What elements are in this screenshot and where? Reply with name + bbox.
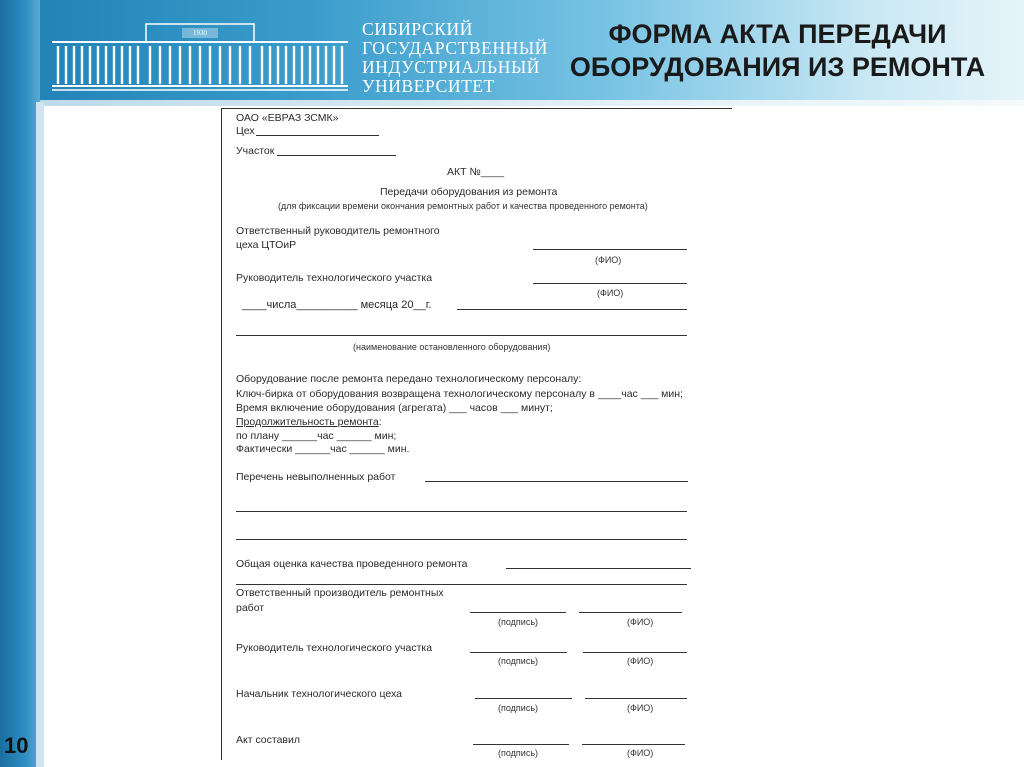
svg-text:1930: 1930 [193,29,207,37]
header-divider [0,100,1024,106]
university-name [362,19,549,96]
equipment-name-line [236,335,687,336]
signature-caption: (подпись) [498,617,539,627]
tech-head-signature-line [470,652,567,653]
quality-label: Общая оценка качества проведенного ремонта [236,558,468,570]
duration-label-text: Продолжительность ремонта [236,416,379,428]
quality-line [506,568,691,569]
resp-head-label-2: цеха ЦТОиР [236,239,297,251]
fio-caption: (ФИО) [627,617,654,627]
fio-caption: (ФИО) [627,748,654,758]
shop-chief-signature-line [475,698,572,699]
tech-head-2-label: Руководитель технологического участка [236,642,433,654]
fio-caption: (ФИО) [595,255,622,265]
slide-number: 10 [4,733,29,758]
tech-head-fio-line [533,283,687,284]
section-label: Участок [236,145,275,157]
shop-chief-label: Начальник технологического цеха [236,688,402,700]
left-band [0,0,40,767]
fio-caption: (ФИО) [627,656,654,666]
resp-producer-label-2: работ [236,602,265,614]
left-band-edge [36,102,44,767]
quality-line-2 [236,584,687,585]
slide-title [545,18,1010,84]
slide-title-line: ФОРМА АКТА ПЕРЕДАЧИ [608,19,947,49]
unfinished-line-3 [236,539,687,540]
compiled-by-label: Акт составил [236,734,300,746]
date-fill-line [457,309,687,310]
act-subtitle: (для фиксации времени окончания ремонтных работ и качества проведенного ремонта) [278,201,648,211]
act-form-document [221,108,732,760]
producer-fio-line [579,612,682,613]
workshop-label: Цех [236,125,255,137]
fio-caption: (ФИО) [597,288,624,298]
actual-text: Фактически ______час ______ мин. [236,443,410,455]
producer-signature-line [470,612,566,613]
fio-caption: (ФИО) [627,703,654,713]
slide-title-line: ОБОРУДОВАНИЯ ИЗ РЕМОНТА [569,52,986,82]
signature-caption: (подпись) [498,703,539,713]
handed-over-text: Оборудование после ремонта передано технологическому персоналу: [236,373,582,385]
by-plan-text: по плану ______час ______ мин; [236,430,397,442]
signature-caption: (подпись) [498,748,539,758]
org-name: ОАО «ЕВРАЗ ЗСМК» [236,112,339,124]
tech-head-label: Руководитель технологического участка [236,272,433,284]
key-tag-text: Ключ-бирка от оборудования возвращена технологическому персоналу в ____час ___ мин; [236,388,683,400]
workshop-line [256,135,379,136]
unfinished-line [425,481,688,482]
university-name-line: ГОСУДАРСТВЕННЫЙ [362,38,549,58]
compiled-signature-line [473,744,569,745]
shop-chief-fio-line [585,698,687,699]
unfinished-label: Перечень невыполненных работ [236,471,396,483]
act-number: АКТ №____ [447,166,505,178]
act-title: Передачи оборудования из ремонта [380,186,558,198]
tech-head-fio-line-2 [583,652,687,653]
university-name-line: УНИВЕРСИТЕТ [362,76,495,96]
resp-producer-label: Ответственный производитель ремонтных [236,587,444,599]
university-name-line: СИБИРСКИЙ [362,19,473,39]
equipment-name-caption: (наименование остановленного оборудования) [353,342,551,352]
compiled-fio-line [582,744,685,745]
resp-head-label: Ответственный руководитель ремонтного [236,225,440,237]
date-line: ____числа__________ месяца 20__г. [242,299,432,311]
section-line [277,155,396,156]
duration-label [236,416,382,428]
university-building-logo [50,20,350,94]
resp-head-fio-line [533,249,687,250]
signature-caption: (подпись) [498,656,539,666]
university-name-line: ИНДУСТРИАЛЬНЫЙ [362,57,541,77]
duration-label-colon: : [378,416,382,428]
power-on-text: Время включение оборудования (агрегата) ___ часов ___ минут; [236,402,553,414]
unfinished-line-2 [236,511,687,512]
